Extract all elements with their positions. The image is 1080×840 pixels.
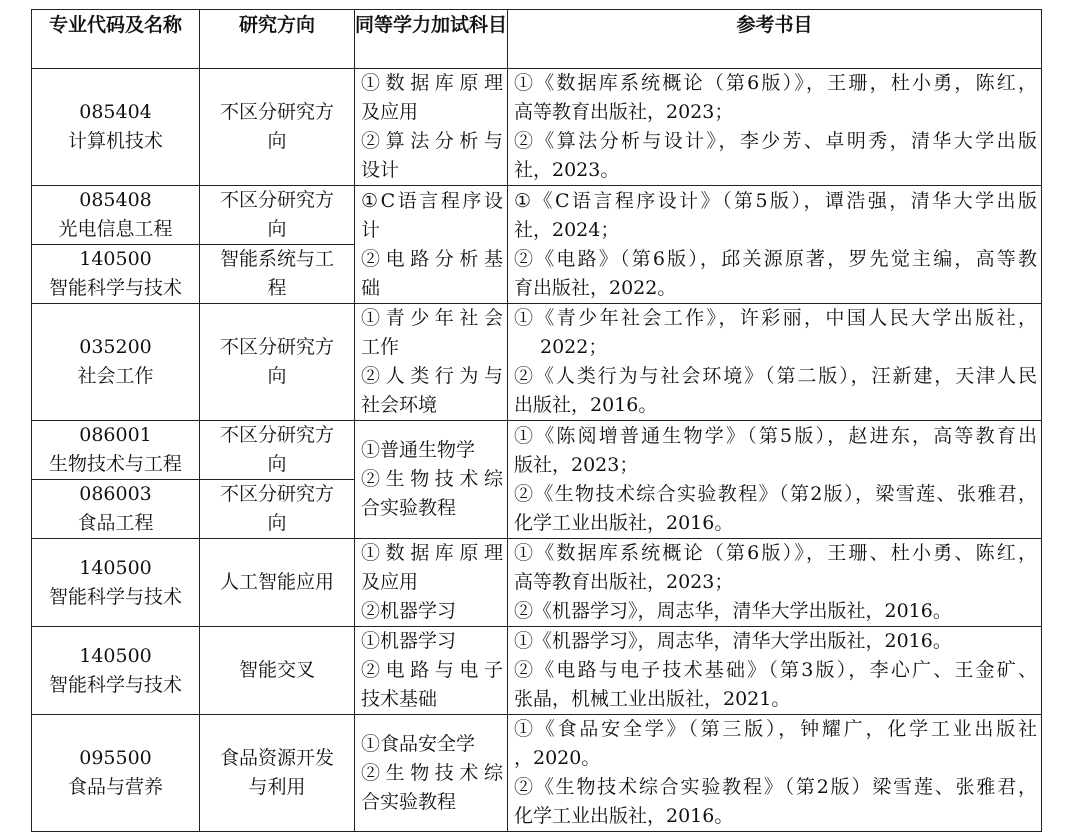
major-cell: 085408 光电信息工程 — [32, 186, 200, 245]
table-row — [32, 421, 1042, 480]
table-row — [32, 304, 1042, 421]
major-cell: 140500 智能科学与技术 — [32, 539, 200, 627]
direction-cell: 食品资源开发 与利用 — [200, 715, 355, 832]
direction-cell: 不区分研究方 向 — [200, 186, 355, 245]
books-cell: ①《食品安全学》（第三版），钟耀广，化学工业出版社 ，2020。 ②《生物技术综合实验教程》（第2版）梁雪莲、张雅君， 化学工业出版社，2016。 — [508, 715, 1042, 832]
header-subjects: 同等学力加试科目 — [355, 10, 508, 69]
header-direction: 研究方向 — [200, 10, 355, 69]
subjects-cell: ①数据库原理 及应用 ②算法分析与 设计 — [355, 69, 508, 186]
direction-cell: 智能交叉 — [200, 627, 355, 715]
direction-cell: 不区分研究方 向 — [200, 421, 355, 480]
table-row — [32, 627, 1042, 715]
subjects-cell: ①机器学习 ②电路与电子 技术基础 — [355, 627, 508, 715]
major-cell: 095500 食品与营养 — [32, 715, 200, 832]
books-cell: ①《机器学习》，周志华，清华大学出版社，2016。 ②《电路与电子技术基础》（第3版），李心广、王金矿、 张晶，机械工业出版社，2021。 — [508, 627, 1042, 715]
table-row — [32, 186, 1042, 245]
direction-cell: 不区分研究方 向 — [200, 69, 355, 186]
direction-cell: 人工智能应用 — [200, 539, 355, 627]
header-books: 参考书目 — [508, 10, 1042, 69]
books-cell: ①《数据库系统概论（第6版）》，王珊、杜小勇、陈红， 高等教育出版社，2023； ②《机器学习》，周志华，清华大学出版社，2016。 — [508, 539, 1042, 627]
subjects-cell: ①食品安全学 ②生物技术综 合实验教程 — [355, 715, 508, 832]
major-cell: 035200 社会工作 — [32, 304, 200, 421]
major-cell: 085404 计算机技术 — [32, 69, 200, 186]
books-cell: ①《青少年社会工作》，许彩丽，中国人民大学出版社， 2022； ②《人类行为与社会环境》（第二版），汪新建，天津人民 出版社，2016。 — [508, 304, 1042, 421]
major-cell: 086003 食品工程 — [32, 480, 200, 539]
direction-cell: 不区分研究方 向 — [200, 480, 355, 539]
table-row — [32, 715, 1042, 832]
direction-cell: 不区分研究方 向 — [200, 304, 355, 421]
table-row — [32, 69, 1042, 186]
major-cell: 140500 智能科学与技术 — [32, 627, 200, 715]
major-cell: 140500 智能科学与技术 — [32, 245, 200, 304]
books-cell: ①《数据库系统概论（第6版）》，王珊，杜小勇，陈红， 高等教育出版社，2023； ②《算法分析与设计》，李少芳、卓明秀，清华大学出版 社，2023。 — [508, 69, 1042, 186]
books-cell: ①《C语言程序设计》（第5版），谭浩强，清华大学出版 社，2024； ②《电路》（第6版），邱关源原著，罗先觉主编，高等教 育出版社，2022。 — [508, 186, 1042, 304]
subjects-cell: ①青少年社会 工作 ②人类行为与 社会环境 — [355, 304, 508, 421]
header-major: 专业代码及名称 — [32, 10, 200, 69]
subjects-cell: ①普通生物学 ②生物技术综 合实验教程 — [355, 421, 508, 539]
subjects-cell: ①数据库原理 及应用 ②机器学习 — [355, 539, 508, 627]
course-table — [31, 9, 1042, 832]
subjects-cell: ①C语言程序设 计 ②电路分析基 础 — [355, 186, 508, 304]
major-cell: 086001 生物技术与工程 — [32, 421, 200, 480]
table-header-row — [32, 10, 1042, 69]
table-row — [32, 539, 1042, 627]
books-cell: ①《陈阅增普通生物学》（第5版），赵进东，高等教育出 版社，2023； ②《生物技术综合实验教程》（第2版），梁雪莲、张雅君， 化学工业出版社，2016。 — [508, 421, 1042, 539]
direction-cell: 智能系统与工 程 — [200, 245, 355, 304]
